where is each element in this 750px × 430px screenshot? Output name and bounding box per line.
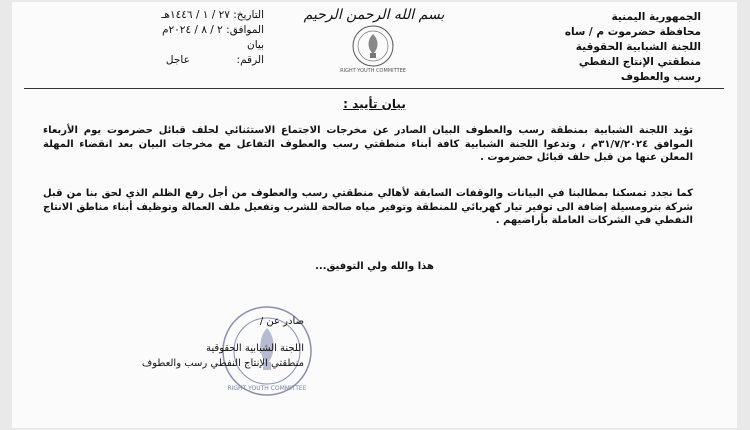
header-divider: [24, 88, 724, 89]
governorate-name: محافظة حضرموت م / ساه: [564, 26, 701, 38]
hijri-date: التاريخ: ٢٧ / ١ / ١٤٤٦هـ: [161, 9, 264, 21]
signature-committee: اللجنة الشبابية الحقوقية: [206, 343, 304, 354]
issued-by: صادر عن /: [259, 316, 304, 327]
statement-label: بيان: [246, 39, 264, 51]
closing-line: هذا والله ولي التوفيق...: [315, 261, 434, 272]
letterhead-left: [44, 8, 264, 68]
document-page: [12, 2, 737, 428]
reference-label: الرقم:: [236, 54, 264, 66]
committee-name: اللجنة الشبابية الحقوقية: [575, 41, 701, 53]
paragraph-1: تؤيد اللجنة الشبابية بمنطقة رسب والعطوف البيان الصادر عن مخرجات الاجتماع الاستثنائي لحلف قبائل حضرموت يوم الأربعاء الموافق ٣١/٧/٢٠٢٤م ، وتدعوا اللجنة الشبابية كافة أبناء منطقتي رسب والعطوف التفاعل مع مخرجات البيان بعد انقضاء المهلة المعلن عنها من قبل حلف قبائل حضرموت .: [43, 125, 693, 163]
committee-emblem-icon: [314, 22, 432, 74]
paragraph-2: كما نجدد تمسكنا بمطالبنا في البيانات والوقفات السابقة لأهالي منطقتي رسب والعطوف من أجل رفع الظلم الذي لحق بنا من قبل شركة بترومسيلة إضافة الى توفير تيار كهربائي للمنطقة وتوفير مياه صالحة للشرب وتفعيل ملف العمالة وتوظيف أبناء مناطق الانتاج النفطي في الشركات العاملة بأراضيهم .: [43, 188, 693, 226]
gregorian-date: الموافق: ٢ / ٨ / ٢٠٢٤م: [162, 24, 264, 36]
signature-block: [64, 314, 304, 371]
document-title: بيان تأييد :: [343, 97, 406, 111]
reference-row: [44, 53, 264, 68]
region-name: منطقتي الإنتاج النفطي: [578, 56, 701, 68]
basmala: بسم الله الرحمن الرحيم: [303, 7, 445, 23]
letterhead-right: [481, 10, 701, 85]
country-name: الجمهورية اليمنية: [611, 11, 701, 23]
areas-name: رسب والعطوف: [620, 71, 701, 83]
emblem-text: RIGHT YOUTH COMMITTEE: [340, 68, 406, 74]
signature-region: منطقتي الإنتاج النفطي رسب والعطوف: [141, 358, 304, 369]
stamp-text: RIGHT YOUTH COMMITTEE: [227, 385, 307, 392]
reference-value: عاجل: [165, 54, 190, 66]
